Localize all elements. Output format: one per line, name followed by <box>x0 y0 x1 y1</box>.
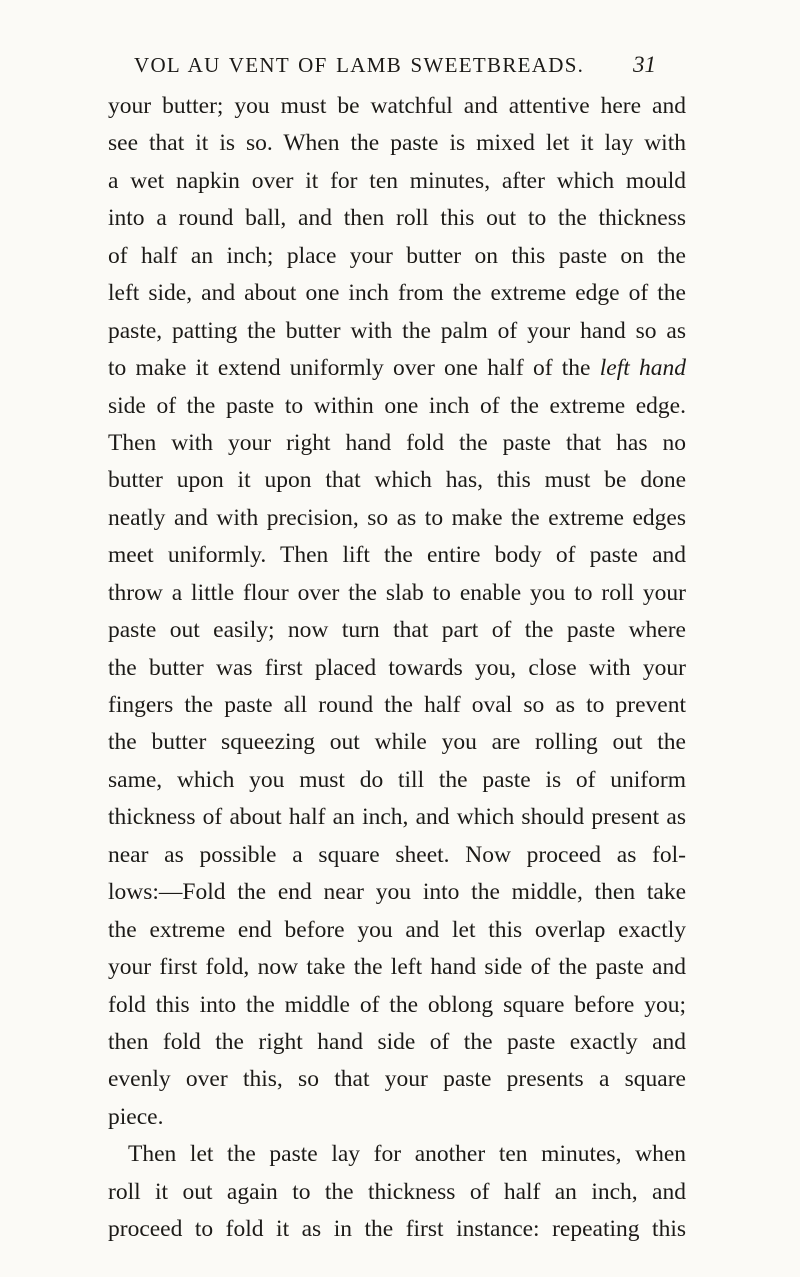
text-line: evenly over this, so that your paste presents a square <box>108 1066 686 1093</box>
text-line: the extreme end before you and let this overlap exactly <box>108 916 686 943</box>
italic-emphasis: left hand <box>599 355 686 382</box>
text-line: the butter was first placed towards you, close with your <box>108 654 686 681</box>
text-line: your butter; you must be watchful and attentive here and <box>108 93 686 119</box>
text-line: the butter squeezing out while you are rolling out the <box>108 729 686 756</box>
text-line: thickness of about half an inch, and which should present as <box>108 804 686 831</box>
text-line: into a round ball, and then roll this out to the thickness <box>108 205 686 232</box>
page-number: 31 <box>633 52 656 77</box>
text-line: your first fold, now take the left hand side of the paste and <box>108 954 686 981</box>
body-text <box>108 88 686 1249</box>
text-line: then fold the right hand side of the paste exactly and <box>108 1028 686 1055</box>
text-line: lows:—Fold the end near you into the middle, then take <box>108 879 686 906</box>
text-line: Then with your right hand fold the paste that has no <box>108 429 686 456</box>
text-line: see that it is so. When the paste is mixed let it lay with <box>108 130 686 157</box>
text-line: butter upon it upon that which has, this must be done <box>108 467 686 494</box>
text-line: meet uniformly. Then lift the entire body of paste and <box>108 542 686 569</box>
paragraph-end-line: piece. <box>108 1103 164 1130</box>
text-line: paste, patting the butter with the palm of your hand so as <box>108 317 686 344</box>
text-line: of half an inch; place your butter on this paste on the <box>108 242 686 269</box>
text-line: near as possible a square sheet. Now proceed as fol- <box>108 841 686 868</box>
text-line: paste out easily; now turn that part of the paste where <box>108 617 686 644</box>
text-line: roll it out again to the thickness of half an inch, and <box>108 1178 686 1205</box>
text-line: side of the paste to within one inch of the extreme edge. <box>108 392 686 419</box>
running-title: VOL AU VENT OF LAMB SWEETBREADS. <box>134 53 585 77</box>
text-line: left side, and about one inch from the extreme edge of the <box>108 280 686 307</box>
text-segment: to make it extend uniformly over one half of the <box>108 355 600 382</box>
text-line: proceed to fold it as in the first instance: repeating this <box>108 1216 686 1243</box>
text-line: throw a little flour over the slab to enable you to roll your <box>108 579 686 606</box>
text-line: neatly and with precision, so as to make the extreme edges <box>108 504 686 531</box>
text-line <box>108 350 686 387</box>
text-line: same, which you must do till the paste is of uniform <box>108 766 686 793</box>
text-line: fold this into the middle of the oblong square before you; <box>108 991 686 1018</box>
paragraph-start-line: Then let the paste lay for another ten minutes, when <box>128 1141 686 1168</box>
running-header <box>130 50 670 80</box>
text-line: a wet napkin over it for ten minutes, after which mould <box>108 167 686 194</box>
text-line: fingers the paste all round the half oval so as to prevent <box>108 692 686 718</box>
